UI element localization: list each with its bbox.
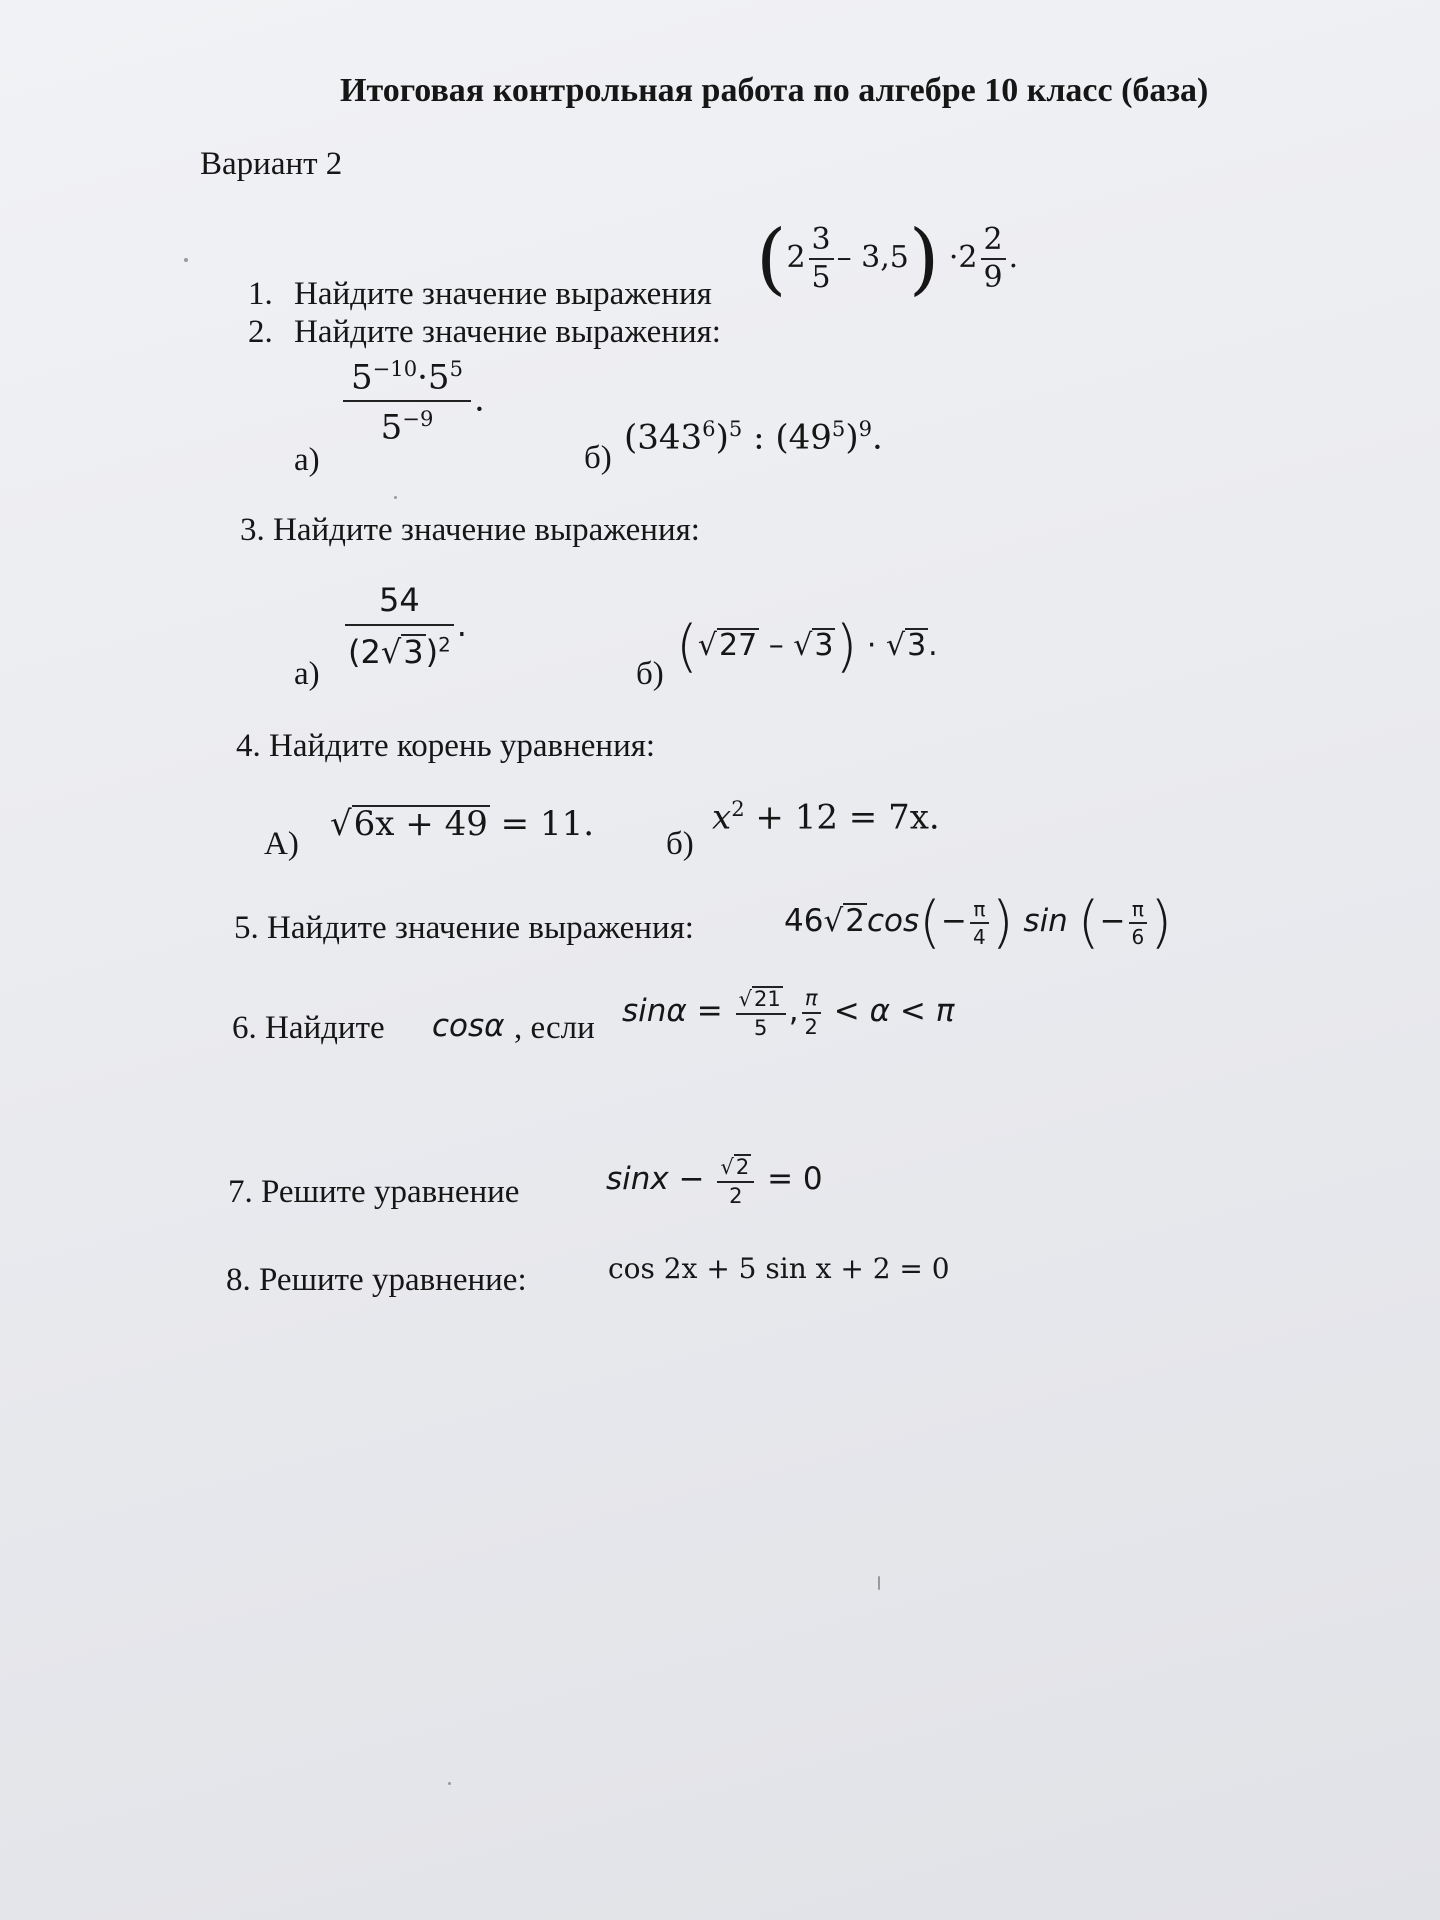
task-8-expression: cos 2x + 5 sin x + 2 = 0	[608, 1252, 950, 1285]
task-6-cos: cosα	[432, 1008, 505, 1044]
paper-speck	[448, 1782, 451, 1785]
task-6-expression: sinα = $\frac{√21}{5}$ , $\frac{\pi}{2}$ < α < π	[622, 985, 955, 1041]
task-2-number: 2.	[248, 314, 273, 350]
task-4b-expression: $x^2 + 12 = 7x$.	[712, 796, 940, 838]
page-title: Итоговая контрольная работа по алгебре 10 класс (база)	[340, 72, 1209, 109]
task-3b-label: б)	[636, 656, 664, 692]
task-3a-expression: $\frac{54}{(2√3)^2}$ .	[342, 584, 467, 670]
task-3a-label: а)	[294, 656, 320, 692]
task-4a-expression: √6x + 49 = 11.	[330, 804, 595, 844]
task-4a-label: А)	[264, 826, 299, 862]
paper-speck	[394, 496, 397, 499]
paper-speck	[184, 258, 188, 262]
task-1-expression: (2 $\frac{3}{5}$ – 3,5) ·2 $\frac{2}{9}$ .	[756, 214, 1019, 304]
paper-speck	[878, 1576, 880, 1590]
task-2a-expression: $\frac{5^{-10}\cdot 5^5}{5^{-9}}$ .	[340, 358, 485, 445]
task-4b-label: б)	[666, 826, 694, 862]
task-2b-expression: $(343^6)^5$ : $(49^5)^9$.	[624, 416, 883, 458]
task-7-expression: sinx − $\frac{√2}{2}$ = 0	[606, 1155, 823, 1209]
task-2b-label: б)	[584, 440, 612, 476]
task-8-text: 8. Решите уравнение:	[226, 1262, 527, 1298]
task-2-text: Найдите значение выражения:	[294, 314, 721, 350]
task-3-text: 3. Найдите значение выражения:	[240, 512, 700, 548]
task-6-text: 6. Найдите	[232, 1010, 385, 1046]
task-5-expression: 46√2cos(− $\frac{\pi}{4}$ ) sin (− $\frac{\pi}{6}$ )	[784, 890, 1173, 955]
task-2a-label: а)	[294, 442, 320, 478]
task-3b-expression: (√27 – √3) · √3.	[676, 614, 938, 679]
task-6-text-if: , если	[514, 1010, 595, 1046]
task-7-text: 7. Решите уравнение	[228, 1174, 520, 1210]
task-1-number: 1.	[248, 276, 273, 312]
task-5-text: 5. Найдите значение выражения:	[234, 910, 694, 946]
task-4-text: 4. Найдите корень уравнения:	[236, 728, 656, 764]
variant-label: Вариант 2	[200, 146, 343, 182]
task-1-text: Найдите значение выражения	[294, 276, 712, 312]
